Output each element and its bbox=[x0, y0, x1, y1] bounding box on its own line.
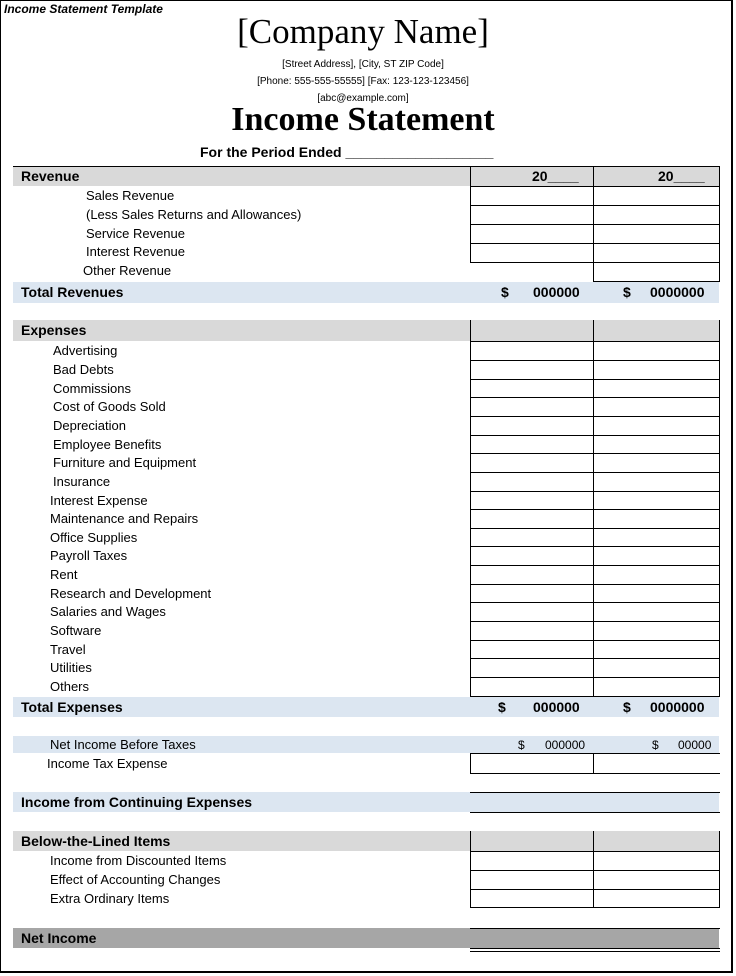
grid-row-rule bbox=[470, 889, 720, 890]
total-expenses-y1-symbol: $ bbox=[498, 699, 506, 715]
expense-item: Utilities bbox=[50, 660, 92, 675]
expense-item: Bad Debts bbox=[53, 362, 114, 377]
company-phone-fax: [Phone: 555-555-55555] [Fax: 123-123-123456] bbox=[257, 76, 469, 87]
net-before-taxes-y1-symbol: $ bbox=[518, 738, 525, 752]
continuing-label: Income from Continuing Expenses bbox=[21, 794, 253, 810]
statement-title: Income Statement bbox=[231, 101, 495, 138]
grid-row-rule bbox=[470, 341, 720, 342]
revenue-item: Sales Revenue bbox=[86, 188, 175, 203]
total-expenses-y1: 000000 bbox=[533, 699, 580, 715]
expenses-heading: Expenses bbox=[21, 322, 87, 338]
grid-row-rule bbox=[470, 416, 720, 417]
revenue-item: Other Revenue bbox=[83, 263, 172, 278]
grid-row-rule bbox=[470, 528, 720, 529]
expense-item: Interest Expense bbox=[50, 493, 148, 508]
expense-item: Research and Development bbox=[50, 586, 212, 601]
grid-row-rule bbox=[470, 360, 720, 361]
grid-row-rule bbox=[470, 397, 720, 398]
grid-col-divider bbox=[593, 753, 594, 774]
total-revenues-label: Total Revenues bbox=[21, 284, 124, 300]
total-revenues-y1-symbol: $ bbox=[501, 284, 509, 300]
grid-row-rule bbox=[470, 602, 720, 603]
grid-row-rule bbox=[470, 565, 720, 566]
below-line-item: Effect of Accounting Changes bbox=[50, 872, 221, 887]
revenue-item: Interest Revenue bbox=[86, 244, 186, 259]
total-expenses-y2: 0000000 bbox=[650, 699, 705, 715]
total-revenues-y2-symbol: $ bbox=[623, 284, 631, 300]
grid-row-rule bbox=[470, 509, 720, 510]
grid-row-rule bbox=[470, 224, 720, 225]
grid-row-rule bbox=[593, 281, 720, 282]
income-tax-label: Income Tax Expense bbox=[47, 756, 168, 771]
expense-item: Commissions bbox=[53, 381, 132, 396]
grid-row-rule bbox=[470, 851, 720, 852]
grid-row-rule bbox=[470, 584, 720, 585]
grid-row-rule bbox=[470, 870, 720, 871]
total-expenses-label: Total Expenses bbox=[21, 699, 123, 715]
grid-row-rule bbox=[470, 621, 720, 622]
grid-col-divider bbox=[470, 753, 471, 774]
grid-row-rule bbox=[470, 546, 720, 547]
company-address: [Street Address], [City, ST ZIP Code] bbox=[282, 59, 444, 70]
grid-row-rule bbox=[470, 379, 720, 380]
revenue-item: Service Revenue bbox=[86, 226, 185, 241]
revenue-item: (Less Sales Returns and Allowances) bbox=[86, 207, 302, 222]
total-revenues-y2: 0000000 bbox=[650, 284, 705, 300]
table-top-rule bbox=[13, 166, 719, 167]
grid-row-rule bbox=[470, 696, 720, 697]
net-before-taxes-y1: 000000 bbox=[545, 738, 586, 752]
net-income-top-rule bbox=[470, 928, 720, 929]
revenue-header-band bbox=[13, 166, 719, 186]
expense-item: Cost of Goods Sold bbox=[53, 399, 166, 414]
net-income-double-rule bbox=[470, 951, 720, 952]
below-line-item: Income from Discounted Items bbox=[50, 853, 227, 868]
below-line-heading: Below-the-Lined Items bbox=[21, 833, 171, 849]
grid-row-rule bbox=[470, 205, 720, 206]
net-income-double-rule bbox=[470, 948, 720, 949]
expense-item: Salaries and Wages bbox=[50, 604, 166, 619]
grid-row-rule bbox=[470, 773, 720, 774]
expense-item: Advertising bbox=[53, 343, 118, 358]
expense-item: Maintenance and Repairs bbox=[50, 511, 199, 526]
grid-row-rule bbox=[470, 812, 720, 813]
year1-header: 20____ bbox=[532, 168, 579, 184]
grid-row-rule bbox=[470, 677, 720, 678]
expenses-header-band bbox=[13, 320, 719, 341]
net-before-taxes-label: Net Income Before Taxes bbox=[50, 737, 196, 752]
revenue-heading: Revenue bbox=[21, 168, 80, 184]
period-line: For the Period Ended ___________________ bbox=[200, 144, 494, 160]
below-line-item: Extra Ordinary Items bbox=[50, 891, 170, 906]
expense-item: Office Supplies bbox=[50, 530, 138, 545]
year2-header: 20____ bbox=[658, 168, 705, 184]
net-before-taxes-y2: 00000 bbox=[678, 738, 712, 752]
grid-row-rule bbox=[470, 640, 720, 641]
expense-item: Software bbox=[50, 623, 102, 638]
expense-item: Travel bbox=[50, 642, 86, 657]
expense-item: Employee Benefits bbox=[53, 437, 162, 452]
template-title: Income Statement Template bbox=[4, 2, 163, 16]
total-revenues-y1: 000000 bbox=[533, 284, 580, 300]
grid-row-rule bbox=[470, 453, 720, 454]
grid-row-rule bbox=[470, 186, 720, 187]
grid-col-divider bbox=[470, 166, 471, 262]
grid-row-rule bbox=[470, 435, 720, 436]
expense-item: Rent bbox=[50, 567, 78, 582]
net-income-label: Net Income bbox=[21, 930, 97, 946]
grid-row-rule bbox=[470, 907, 720, 908]
expense-item: Depreciation bbox=[53, 418, 126, 433]
net-income-band bbox=[13, 928, 719, 948]
grid-row-rule bbox=[470, 243, 720, 244]
company-name: [Company Name] bbox=[237, 12, 489, 51]
expense-item: Insurance bbox=[53, 474, 111, 489]
company-email: [abc@example.com] bbox=[317, 93, 409, 104]
expense-item: Furniture and Equipment bbox=[53, 455, 197, 470]
grid-row-rule bbox=[470, 792, 720, 793]
total-expenses-y2-symbol: $ bbox=[623, 699, 631, 715]
grid-row-rule bbox=[470, 491, 720, 492]
grid-row-rule bbox=[470, 472, 720, 473]
expense-item: Payroll Taxes bbox=[50, 548, 128, 563]
net-before-taxes-y2-symbol: $ bbox=[652, 738, 659, 752]
grid-row-rule bbox=[470, 658, 720, 659]
grid-row-rule bbox=[470, 753, 720, 754]
grid-row-rule bbox=[470, 262, 720, 263]
expense-item: Others bbox=[50, 679, 90, 694]
